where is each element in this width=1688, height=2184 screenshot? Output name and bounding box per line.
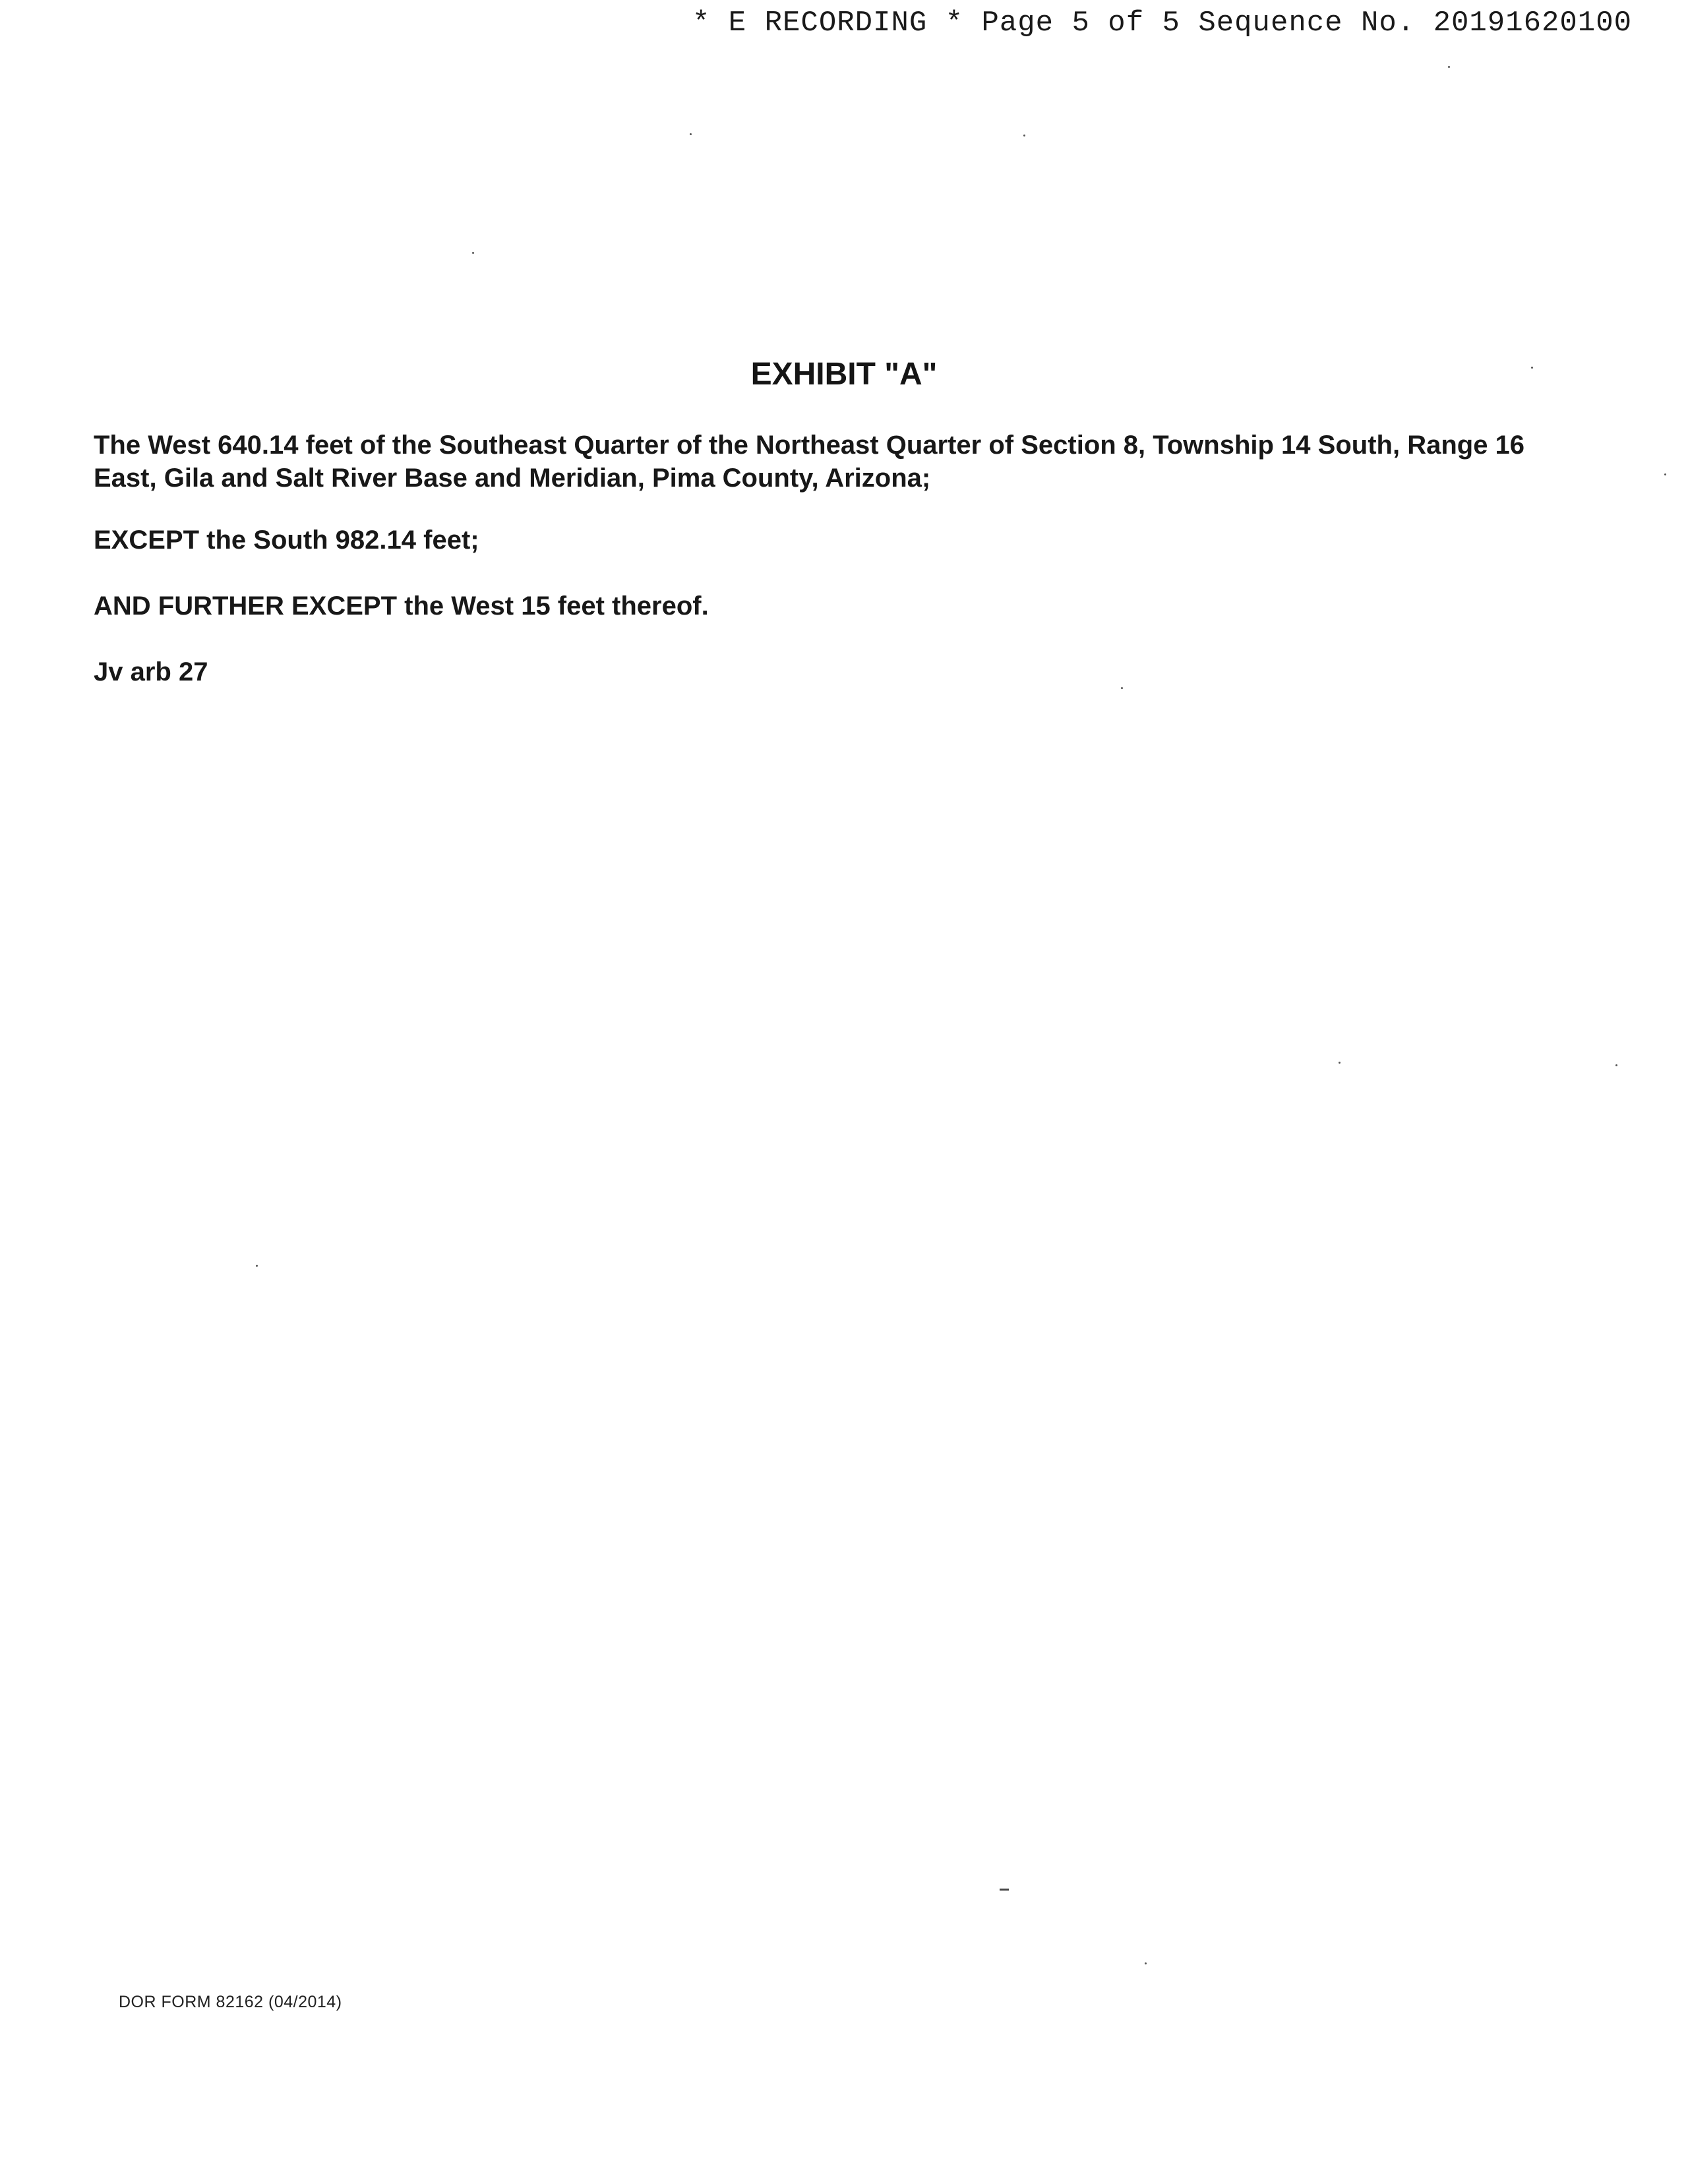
scan-speck: [256, 1265, 258, 1267]
scan-speck: [1448, 66, 1450, 68]
scan-speck: [1000, 1889, 1009, 1891]
scan-speck: [1145, 1962, 1147, 1964]
scan-speck: [1531, 367, 1533, 369]
reference-note: Jv arb 27: [94, 657, 208, 686]
scan-speck: [1023, 135, 1025, 136]
scan-speck: [1615, 1064, 1617, 1066]
scan-speck: [472, 252, 474, 254]
exhibit-title: EXHIBIT "A": [750, 357, 938, 392]
scan-speck: [1339, 1062, 1341, 1064]
scan-speck: [1121, 687, 1123, 689]
recording-header: * E RECORDING * Page 5 of 5 Sequence No. 20191620100: [692, 7, 1633, 40]
legal-description-paragraph: The West 640.14 feet of the Southeast Quarter of the Northeast Quarter of Section 8, Township 14 South, Range 16 East, Gila and Salt River Base and Meridian, Pima County, Arizona;: [94, 431, 1525, 493]
form-footer: DOR FORM 82162 (04/2014): [119, 1993, 342, 2011]
scan-speck: [1664, 473, 1666, 475]
exception-paragraph: EXCEPT the South 982.14 feet;: [94, 526, 479, 555]
legal-description: [94, 429, 1584, 721]
scan-speck: [690, 133, 692, 135]
further-exception-paragraph: AND FURTHER EXCEPT the West 15 feet thereof.: [94, 592, 709, 621]
